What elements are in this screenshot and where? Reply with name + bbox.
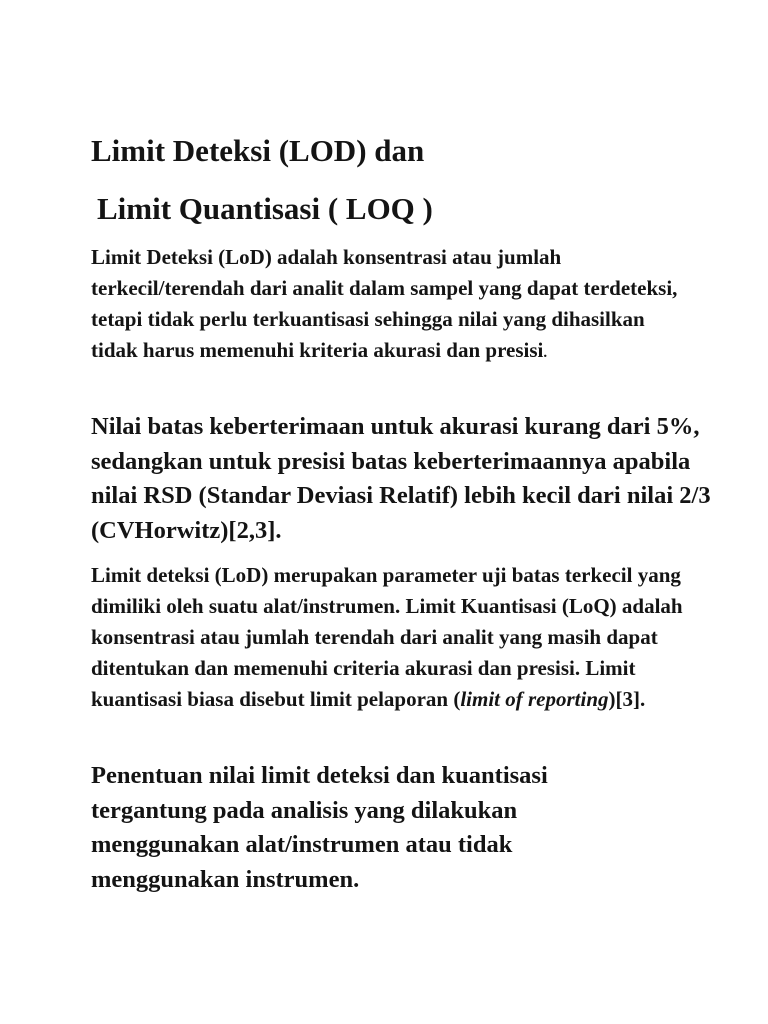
paragraph-acceptance-criteria: Nilai batas keberterimaan untuk akurasi kurang dari 5%, sedangkan untuk presisi batas keberterimaannya apabila nilai RSD (Standar Deviasi Relatif) lebih kecil dari nilai 2/3 (CVHorwitz)[2,3].	[91, 413, 711, 544]
paragraph-loq-definition-text: Limit deteksi (LoD) merupakan parameter uji batas terkecil yang dimiliki oleh suatu alat/instrumen. Limit Kuantisasi (LoQ) adalah konsentrasi atau jumlah terendah dari analit yang masih dapat ditentukan dan memenuhi criteria akurasi dan presisi. Limit kuantisasi biasa disebut limit pelaporan (	[91, 563, 683, 711]
paragraph-determination: Penentuan nilai limit deteksi dan kuantisasi tergantung pada analisis yang dilakukan menggunakan alat/instrumen atau tidak menggunakan instrumen.	[91, 762, 548, 893]
title-line-1: Limit Deteksi (LOD) dan	[91, 133, 425, 168]
paragraph-loq-citation: )[3].	[608, 687, 646, 711]
title-line-2: Limit Quantisasi ( LOQ )	[97, 191, 433, 226]
paragraph-lod-definition	[91, 242, 696, 369]
paragraph-loq-definition	[91, 560, 696, 715]
paragraph-end-mark: .	[543, 345, 548, 361]
paragraph-lod-definition-text: Limit Deteksi (LoD) adalah konsentrasi atau jumlah terkecil/terendah dari analit dalam sampel yang dapat terdeteksi, tetapi tidak perlu terkuantisasi sehingga nilai yang dihasilkan tidak harus memenuhi kriteria akurasi dan presisi	[91, 245, 678, 362]
limit-of-reporting-term: limit of reporting	[460, 687, 609, 711]
